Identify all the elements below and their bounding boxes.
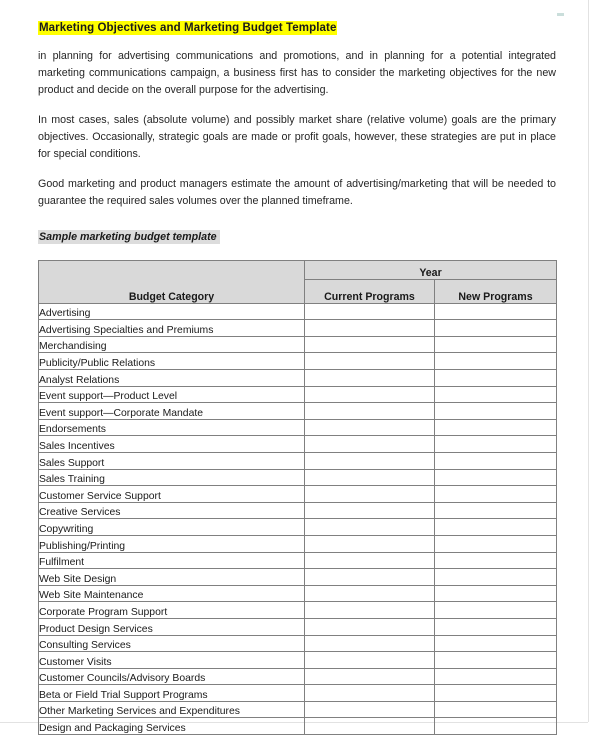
table-row bbox=[39, 386, 557, 403]
budget-category-cell: Consulting Services bbox=[39, 635, 305, 652]
new-programs-cell[interactable] bbox=[435, 353, 557, 370]
column-header-year: Year bbox=[305, 260, 557, 279]
table-row bbox=[39, 585, 557, 602]
page-border-right bbox=[588, 0, 589, 722]
table-row bbox=[39, 685, 557, 702]
table-row bbox=[39, 602, 557, 619]
budget-category-cell: Sales Support bbox=[39, 452, 305, 469]
budget-category-cell: Event support—Corporate Mandate bbox=[39, 403, 305, 420]
current-programs-cell[interactable] bbox=[305, 386, 435, 403]
table-row bbox=[39, 718, 557, 735]
new-programs-cell[interactable] bbox=[435, 685, 557, 702]
table-row bbox=[39, 502, 557, 519]
new-programs-cell[interactable] bbox=[435, 668, 557, 685]
budget-category-cell: Publicity/Public Relations bbox=[39, 353, 305, 370]
budget-category-cell: Copywriting bbox=[39, 519, 305, 536]
current-programs-cell[interactable] bbox=[305, 602, 435, 619]
budget-category-cell: Customer Service Support bbox=[39, 486, 305, 503]
new-programs-cell[interactable] bbox=[435, 386, 557, 403]
new-programs-cell[interactable] bbox=[435, 552, 557, 569]
current-programs-cell[interactable] bbox=[305, 502, 435, 519]
paragraph-3: Good marketing and product managers estimate the amount of advertising/marketing that will be needed to guarantee the required sales volumes over the planned timeframe. bbox=[38, 177, 556, 207]
budget-category-cell: Sales Training bbox=[39, 469, 305, 486]
current-programs-cell[interactable] bbox=[305, 370, 435, 387]
new-programs-cell[interactable] bbox=[435, 320, 557, 337]
new-programs-cell[interactable] bbox=[435, 403, 557, 420]
paragraph-1: in planning for advertising communications and promotions, and in planning for a potential integrated marketing communications campaign, a business first has to consider the marketing objectives for the new product and decide on the overall purpose for the advertising. bbox=[38, 50, 556, 97]
new-programs-cell[interactable] bbox=[435, 585, 557, 602]
new-programs-cell[interactable] bbox=[435, 502, 557, 519]
table-row bbox=[39, 336, 557, 353]
budget-category-cell: Advertising Specialties and Premiums bbox=[39, 320, 305, 337]
new-programs-cell[interactable] bbox=[435, 452, 557, 469]
budget-category-cell: Analyst Relations bbox=[39, 370, 305, 387]
document-content bbox=[38, 0, 556, 735]
budget-category-cell: Merchandising bbox=[39, 336, 305, 353]
table-row bbox=[39, 701, 557, 718]
table-row bbox=[39, 519, 557, 536]
table-row bbox=[39, 668, 557, 685]
current-programs-cell[interactable] bbox=[305, 419, 435, 436]
current-programs-cell[interactable] bbox=[305, 320, 435, 337]
budget-table-head bbox=[39, 260, 557, 303]
new-programs-cell[interactable] bbox=[435, 718, 557, 735]
table-row bbox=[39, 370, 557, 387]
budget-category-cell: Fulfilment bbox=[39, 552, 305, 569]
table-row bbox=[39, 569, 557, 586]
current-programs-cell[interactable] bbox=[305, 469, 435, 486]
current-programs-cell[interactable] bbox=[305, 718, 435, 735]
new-programs-cell[interactable] bbox=[435, 336, 557, 353]
budget-category-cell: Customer Councils/Advisory Boards bbox=[39, 668, 305, 685]
budget-table-body bbox=[39, 303, 557, 734]
current-programs-cell[interactable] bbox=[305, 701, 435, 718]
section-subheading bbox=[38, 210, 556, 243]
new-programs-cell[interactable] bbox=[435, 469, 557, 486]
table-row bbox=[39, 303, 557, 320]
current-programs-cell[interactable] bbox=[305, 336, 435, 353]
new-programs-cell[interactable] bbox=[435, 419, 557, 436]
table-row bbox=[39, 320, 557, 337]
table-row bbox=[39, 469, 557, 486]
new-programs-cell[interactable] bbox=[435, 635, 557, 652]
table-row bbox=[39, 486, 557, 503]
table-row bbox=[39, 635, 557, 652]
current-programs-cell[interactable] bbox=[305, 668, 435, 685]
current-programs-cell[interactable] bbox=[305, 552, 435, 569]
budget-category-cell: Design and Packaging Services bbox=[39, 718, 305, 735]
page-title bbox=[38, 0, 556, 35]
current-programs-cell[interactable] bbox=[305, 486, 435, 503]
new-programs-cell[interactable] bbox=[435, 701, 557, 718]
table-row bbox=[39, 652, 557, 669]
budget-category-cell: Sales Incentives bbox=[39, 436, 305, 453]
budget-category-cell: Web Site Maintenance bbox=[39, 585, 305, 602]
table-row bbox=[39, 353, 557, 370]
table-row bbox=[39, 419, 557, 436]
new-programs-cell[interactable] bbox=[435, 602, 557, 619]
new-programs-cell[interactable] bbox=[435, 652, 557, 669]
current-programs-cell[interactable] bbox=[305, 519, 435, 536]
current-programs-cell[interactable] bbox=[305, 618, 435, 635]
current-programs-cell[interactable] bbox=[305, 403, 435, 420]
current-programs-cell[interactable] bbox=[305, 569, 435, 586]
budget-category-cell: Product Design Services bbox=[39, 618, 305, 635]
budget-category-cell: Corporate Program Support bbox=[39, 602, 305, 619]
new-programs-cell[interactable] bbox=[435, 618, 557, 635]
budget-category-cell: Endorsements bbox=[39, 419, 305, 436]
table-row bbox=[39, 403, 557, 420]
column-header-new-programs: New Programs bbox=[435, 279, 557, 303]
new-programs-cell[interactable] bbox=[435, 370, 557, 387]
column-header-budget-category: Budget Category bbox=[39, 260, 305, 303]
budget-category-cell: Web Site Design bbox=[39, 569, 305, 586]
budget-category-cell: Other Marketing Services and Expenditures bbox=[39, 701, 305, 718]
new-programs-cell[interactable] bbox=[435, 535, 557, 552]
budget-category-cell: Creative Services bbox=[39, 502, 305, 519]
current-programs-cell[interactable] bbox=[305, 303, 435, 320]
current-programs-cell[interactable] bbox=[305, 452, 435, 469]
current-programs-cell[interactable] bbox=[305, 585, 435, 602]
scan-artifact bbox=[557, 13, 564, 16]
paragraph-2: In most cases, sales (absolute volume) and possibly market share (relative volume) goals are the primary objectives. Occasionally, strategic goals are made or profit goals, however, these strategies are put in place for special conditions. bbox=[38, 114, 556, 160]
new-programs-cell[interactable] bbox=[435, 436, 557, 453]
table-header-row-top bbox=[39, 260, 557, 279]
current-programs-cell[interactable] bbox=[305, 353, 435, 370]
budget-category-cell: Publishing/Printing bbox=[39, 535, 305, 552]
current-programs-cell[interactable] bbox=[305, 635, 435, 652]
table-row bbox=[39, 452, 557, 469]
table-row bbox=[39, 535, 557, 552]
current-programs-cell[interactable] bbox=[305, 652, 435, 669]
table-row bbox=[39, 436, 557, 453]
new-programs-cell[interactable] bbox=[435, 519, 557, 536]
current-programs-cell[interactable] bbox=[305, 436, 435, 453]
section-subheading-text: Sample marketing budget template bbox=[38, 230, 220, 244]
current-programs-cell[interactable] bbox=[305, 535, 435, 552]
new-programs-cell[interactable] bbox=[435, 569, 557, 586]
new-programs-cell[interactable] bbox=[435, 486, 557, 503]
page-title-text: Marketing Objectives and Marketing Budget Template bbox=[39, 22, 337, 34]
table-row bbox=[39, 552, 557, 569]
budget-table bbox=[38, 260, 557, 735]
budget-category-cell: Event support—Product Level bbox=[39, 386, 305, 403]
budget-category-cell: Customer Visits bbox=[39, 652, 305, 669]
current-programs-cell[interactable] bbox=[305, 685, 435, 702]
column-header-current-programs: Current Programs bbox=[305, 279, 435, 303]
table-row bbox=[39, 618, 557, 635]
budget-category-cell: Advertising bbox=[39, 303, 305, 320]
budget-category-cell: Beta or Field Trial Support Programs bbox=[39, 685, 305, 702]
new-programs-cell[interactable] bbox=[435, 303, 557, 320]
